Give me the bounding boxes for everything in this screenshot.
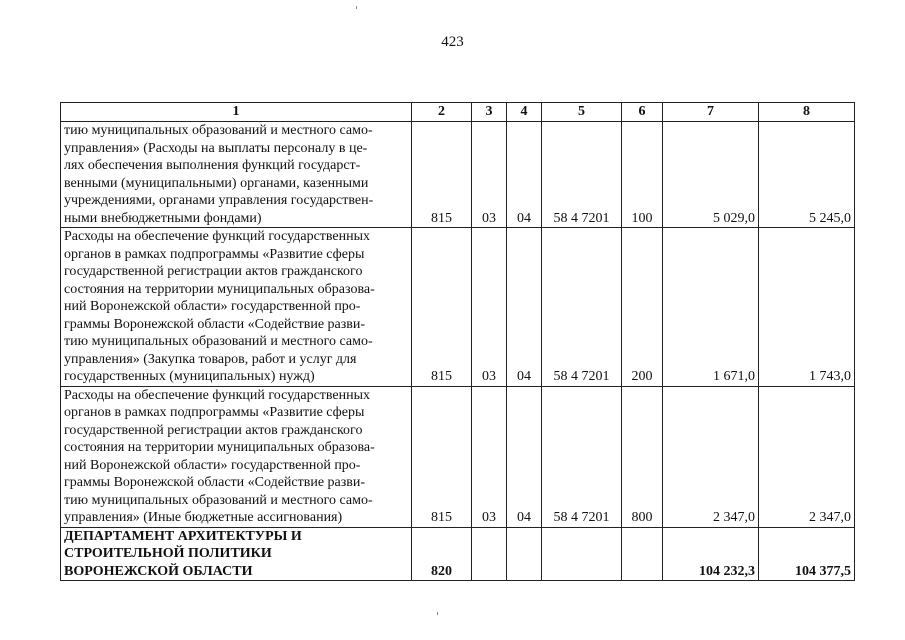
scan-speck [437,612,438,615]
cell-target-article: 58 4 7201 [542,386,622,527]
column-header: 2 [412,103,472,122]
cell-amount-year2: 1 743,0 [759,228,855,387]
cell-ministry-code: 815 [412,228,472,387]
cell-subsection: 04 [507,122,542,228]
cell-ministry-code: 820 [412,527,472,581]
cell-amount-year1: 2 347,0 [663,386,759,527]
cell-section: 03 [472,122,507,228]
cell-subsection: 04 [507,228,542,387]
cell-amount-year1: 1 671,0 [663,228,759,387]
cell-section [472,527,507,581]
cell-amount-year2: 2 347,0 [759,386,855,527]
cell-section: 03 [472,228,507,387]
table-row [61,386,855,527]
cell-amount-year2: 5 245,0 [759,122,855,228]
cell-expense-type: 800 [622,386,663,527]
cell-expense-type: 100 [622,122,663,228]
cell-target-article: 58 4 7201 [542,228,622,387]
cell-target-article [542,527,622,581]
column-header: 4 [507,103,542,122]
table-row [61,228,855,387]
cell-ministry-code: 815 [412,122,472,228]
cell-amount-year2: 104 377,5 [759,527,855,581]
cell-expense-type: 200 [622,228,663,387]
column-header: 3 [472,103,507,122]
column-header: 7 [663,103,759,122]
cell-section: 03 [472,386,507,527]
scan-speck [356,6,357,9]
department-name: ДЕПАРТАМЕНТ АРХИТЕКТУРЫ И СТРОИТЕЛЬНОЙ ПОЛИТИКИ ВОРОНЕЖСКОЙ ОБЛАСТИ [61,527,412,581]
header-row [61,103,855,122]
column-header: 6 [622,103,663,122]
cell-ministry-code: 815 [412,386,472,527]
column-header: 1 [61,103,412,122]
cell-amount-year1: 104 232,3 [663,527,759,581]
cell-amount-year1: 5 029,0 [663,122,759,228]
table-row [61,122,855,228]
department-total-row [61,527,855,581]
column-header: 5 [542,103,622,122]
row-description: тию муниципальных образований и местного само- управления» (Расходы на выплаты персоналу в це- лях обеспечения выполнения функций государст- венными (муниципальными) органами, казенными учреждениями, органами управления государствен- ными внебюджетными фондами) [61,122,412,228]
cell-target-article: 58 4 7201 [542,122,622,228]
budget-table [60,102,855,581]
row-description: Расходы на обеспечение функций государственных органов в рамках подпрограммы «Развитие сферы государственной регистрации актов гражданского состояния на территории муниципальных образова- ний Воронежской области» государственной про- граммы Воронежской области «Содействие разви- тию муниципальных образований и местного само- управления» (Иные бюджетные ассигнования) [61,386,412,527]
row-description: Расходы на обеспечение функций государственных органов в рамках подпрограммы «Развитие сферы государственной регистрации актов гражданского состояния на территории муниципальных образова- ний Воронежской области» государственной про- граммы Воронежской области «Содействие разви- тию муниципальных образований и местного само- управления» (Закупка товаров, работ и услуг для государственных (муниципальных) нужд) [61,228,412,387]
column-header: 8 [759,103,855,122]
cell-expense-type [622,527,663,581]
cell-subsection [507,527,542,581]
cell-subsection: 04 [507,386,542,527]
page-number: 423 [441,34,464,50]
